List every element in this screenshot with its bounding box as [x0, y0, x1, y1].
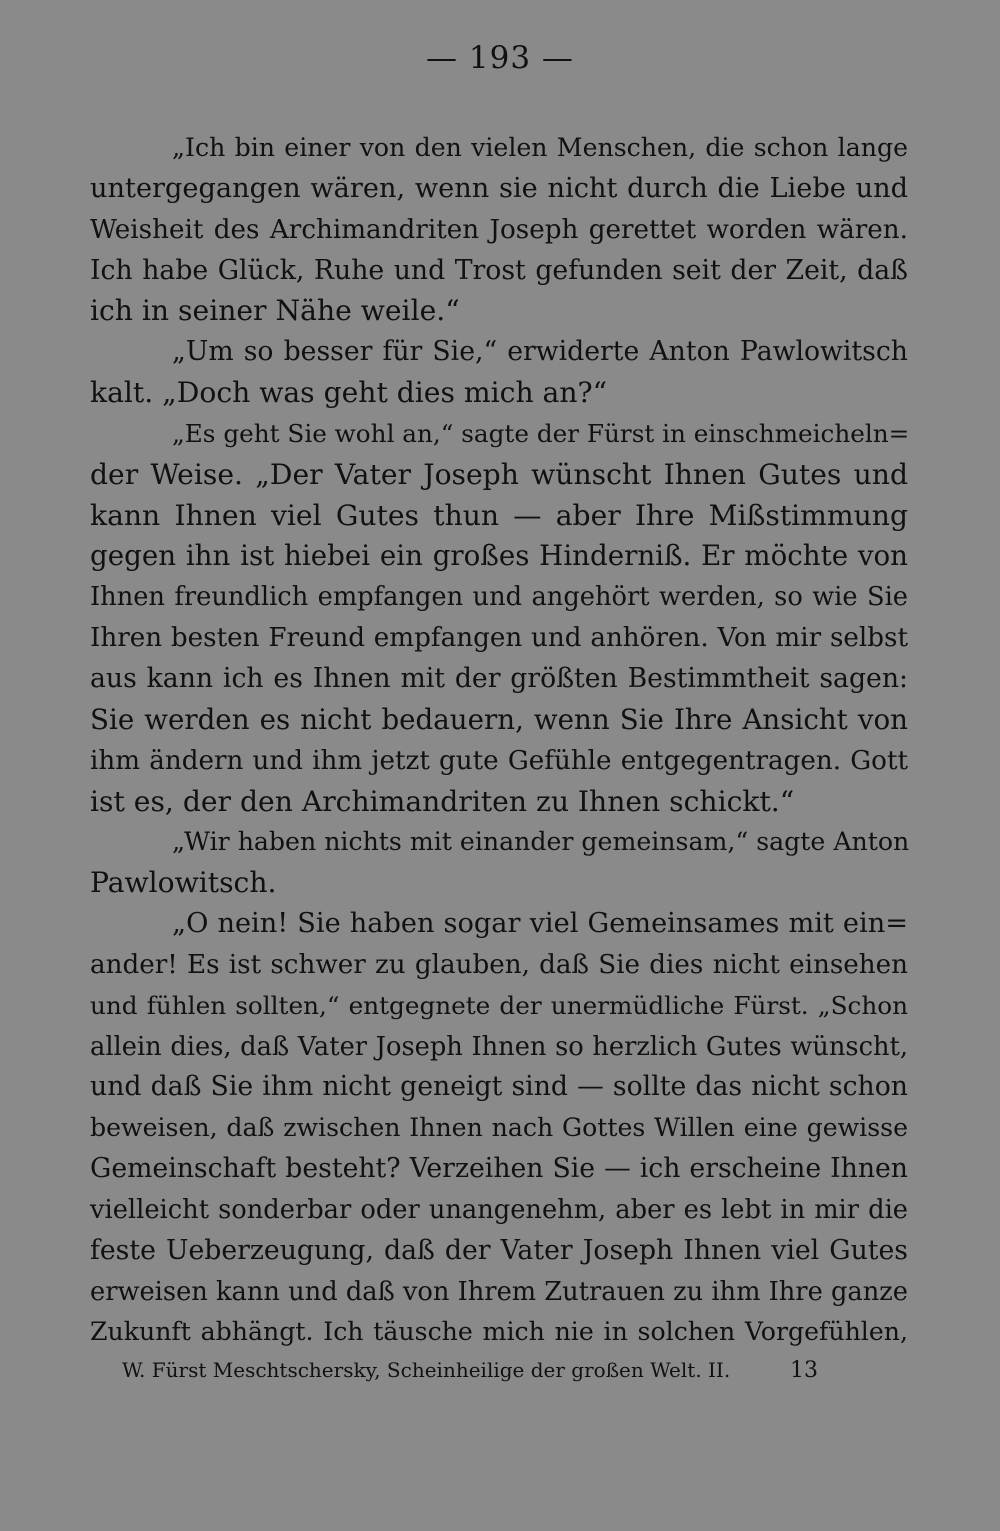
page-number-header: — 193 —: [426, 40, 574, 76]
text-line: „Es geht Sie wohl an,“ sagte der Fürst in einschmeicheln=: [172, 418, 910, 448]
text-line: feste Ueberzeugung, daß der Vater Joseph Ihnen viel Gutes: [90, 1234, 908, 1266]
text-line: kalt. „Doch was geht dies mich an?“: [90, 376, 608, 410]
text-line: der Weise. „Der Vater Joseph wünscht Ihnen Gutes und: [90, 457, 908, 491]
text-line: „Wir haben nichts mit einander gemeinsam,“ sagte Anton: [172, 827, 910, 857]
text-line: und fühlen sollten,“ entgegnete der unermüdliche Fürst. „Schon: [90, 990, 908, 1020]
text-line: vielleicht sonderbar oder unangenehm, aber es lebt in mir die: [90, 1194, 908, 1225]
text-line: „Um so besser für Sie,“ erwiderte Anton Pawlowitsch: [172, 336, 908, 368]
footer-book-title: W. Fürst Meschtschersky, Scheinheilige der großen Welt. II.: [122, 1358, 731, 1382]
text-line: Gemeinschaft besteht? Verzeihen Sie — ich erscheine Ihnen: [90, 1153, 908, 1185]
text-line: Ihnen freundlich empfangen und angehört werden, so wie Sie: [90, 582, 908, 613]
body-text: [90, 128, 908, 1353]
text-line: und daß Sie ihm nicht geneigt sind — sollte das nicht schon: [90, 1071, 908, 1103]
text-line: Ihren besten Freund empfangen und anhören. Von mir selbst: [90, 623, 908, 654]
text-line: Weisheit des Archimandriten Joseph gerettet worden wären.: [90, 214, 908, 245]
footer-signature-mark: 13: [790, 1358, 818, 1383]
text-line: allein dies, daß Vater Joseph Ihnen so herzlich Gutes wünscht,: [90, 1031, 908, 1062]
text-line: untergegangen wären, wenn sie nicht durch die Liebe und: [90, 172, 908, 204]
text-line: gegen ihn ist hiebei ein großes Hinderniß. Er möchte von: [90, 539, 908, 573]
text-line: ihm ändern und ihm jetzt gute Gefühle entgegentragen. Gott: [90, 745, 908, 776]
text-line: „O nein! Sie haben sogar viel Gemeinsames mit ein=: [172, 908, 908, 940]
text-line: ist es, der den Archimandriten zu Ihnen schickt.“: [90, 784, 795, 818]
text-line: ander! Es ist schwer zu glauben, daß Sie dies nicht einsehen: [90, 949, 908, 980]
text-line: Ich habe Glück, Ruhe und Trost gefunden seit der Zeit, daß: [90, 254, 908, 286]
text-line: erweisen kann und daß von Ihrem Zutrauen zu ihm Ihre ganze: [90, 1276, 908, 1307]
text-line: kann Ihnen viel Gutes thun — aber Ihre Mißstimmung: [90, 498, 908, 532]
text-line: aus kann ich es Ihnen mit der größten Bestimmtheit sagen:: [90, 662, 908, 694]
text-line: Zukunft abhängt. Ich täusche mich nie in solchen Vorgefühlen,: [90, 1317, 908, 1347]
text-line: ich in seiner Nähe weile.“: [90, 294, 460, 328]
text-line: Pawlowitsch.: [90, 866, 277, 900]
text-line: „Ich bin einer von den vielen Menschen, die schon lange: [172, 133, 908, 162]
text-line: Sie werden es nicht bedauern, wenn Sie Ihre Ansicht von: [90, 702, 908, 736]
footer: [122, 1358, 822, 1382]
text-line: beweisen, daß zwischen Ihnen nach Gottes Willen eine gewisse: [90, 1113, 908, 1143]
